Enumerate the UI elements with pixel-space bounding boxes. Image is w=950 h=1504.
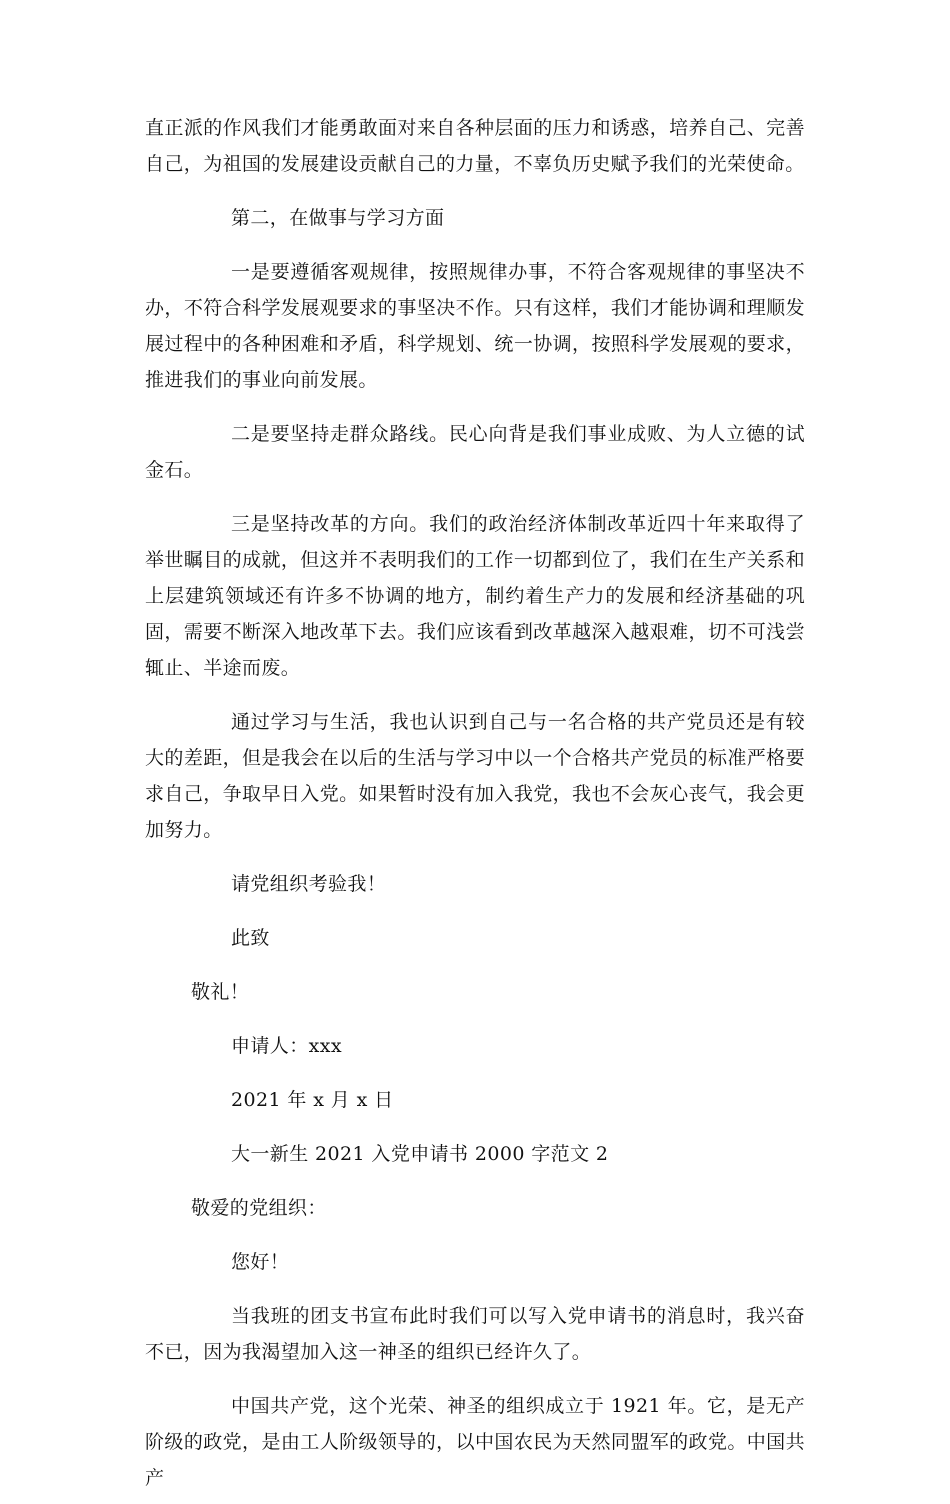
paragraph-6: 中国共产党，这个光荣、神圣的组织成立于 1921 年。它，是无产阶级的政党，是由工人阶级领导的，以中国农民为天然同盟军的政党。中国共产 — [145, 1395, 805, 1489]
closing-request: 请党组织考验我！ — [231, 873, 387, 895]
closing-cizhi: 此致 — [231, 927, 270, 949]
applicant-line: 申请人：xxx — [231, 1035, 342, 1057]
greeting-recipient: 敬爱的党组织： — [191, 1197, 327, 1219]
greeting-hello: 您好！ — [231, 1251, 290, 1273]
paragraph-2: 二是要坚持走群众路线。民心向背是我们事业成败、为人立德的试金石。 — [145, 423, 805, 481]
paragraph-5: 当我班的团支书宣布此时我们可以写入党申请书的消息时，我兴奋不已，因为我渴望加入这一神圣的组织已经许久了。 — [145, 1305, 805, 1363]
date-line: 2021 年 x 月 x 日 — [231, 1089, 394, 1111]
section-heading: 第二，在做事与学习方面 — [231, 207, 445, 229]
closing-salute: 敬礼！ — [191, 981, 250, 1003]
paragraph-1: 一是要遵循客观规律，按照规律办事，不符合客观规律的事坚决不办，不符合科学发展观要求的事坚决不作。只有这样，我们才能协调和理顺发展过程中的各种困难和矛盾，科学规划、统一协调，按照科学发展观的要求，推进我们的事业向前发展。 — [145, 261, 805, 391]
paragraph-continuation: 直正派的作风我们才能勇敢面对来自各种层面的压力和诱惑，培养自己、完善自己，为祖国的发展建设贡献自己的力量，不辜负历史赋予我们的光荣使命。 — [145, 117, 805, 175]
paragraph-4: 通过学习与生活，我也认识到自己与一名合格的共产党员还是有较大的差距，但是我会在以后的生活与学习中以一个合格共产党员的标准严格要求自己，争取早日入党。如果暂时没有加入我党，我也不会灰心丧气，我会更加努力。 — [145, 711, 805, 841]
sample-title: 大一新生 2021 入党申请书 2000 字范文 2 — [231, 1143, 609, 1165]
document-body — [145, 110, 805, 1504]
paragraph-3: 三是坚持改革的方向。我们的政治经济体制改革近四十年来取得了举世瞩目的成就，但这并不表明我们的工作一切都到位了，我们在生产关系和上层建筑领域还有许多不协调的地方，制约着生产力的发展和经济基础的巩固，需要不断深入地改革下去。我们应该看到改革越深入越艰难，切不可浅尝辄止、半途而废。 — [145, 513, 805, 679]
